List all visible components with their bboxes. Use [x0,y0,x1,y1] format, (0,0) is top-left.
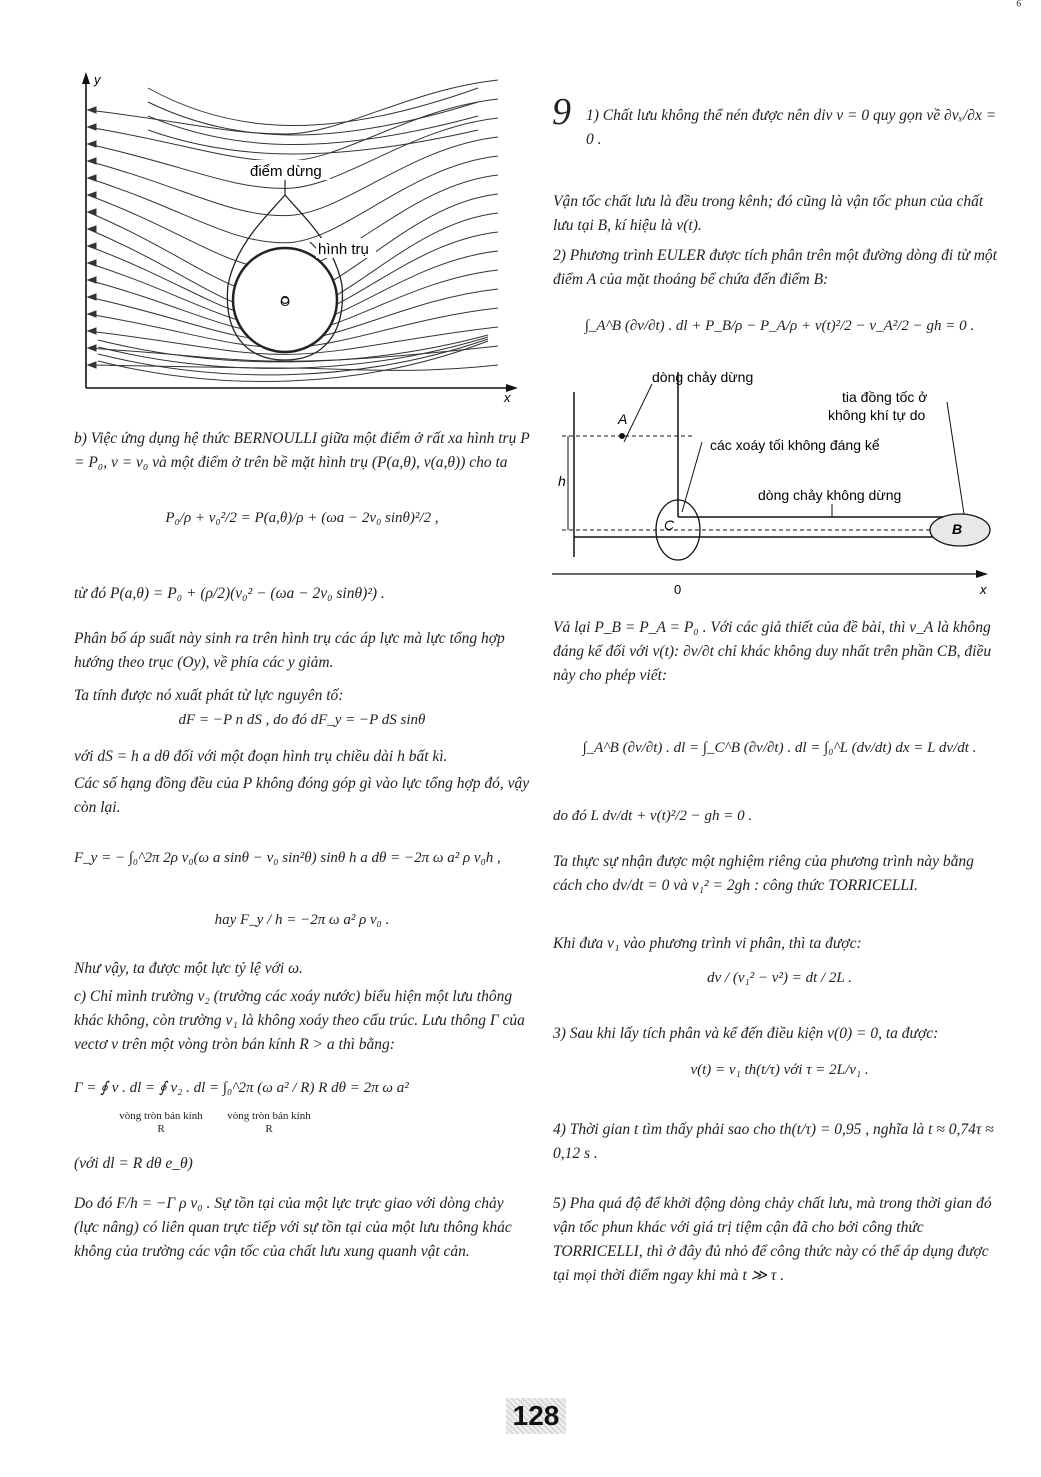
eq-Fy: F_y = − ∫₀^2π 2ρ v₀(ω a sinθ − v₀ sin²θ) sinθ h a dθ = −2π ω a² ρ v₀h , [74,850,501,866]
r-p8: 5) Pha quá độ để khởi động dòng chảy chất lưu, mà trong thời gian đó vận tốc phun khác với giá trị tiệm cận đã cho bởi công thức TORRICELLI, thì ở đây đủ nhỏ để công thức này có thể áp dụng được tại mọi thời điểm ngay khi mà t ≫ τ . [553,1195,992,1285]
fig2-x-arrow [976,570,988,578]
steady-pointer [624,384,652,442]
r-p1b: Vận tốc chất lưu là đều trong kênh; đó cũng là vận tốc phun của chất lưu tại B, kí hiệu là v(t). [553,193,984,235]
unsteady-label: dòng chảy không dừng [758,487,902,503]
b-intro: b) Việc ứng dụng hệ thức BERNOULLI giữa một điểm ở rất xa hình trụ P = P₀, v = v₀ và một điểm ở trên bề mặt hình trụ (P(a,θ), v(a,θ)) cho ta [74,430,530,472]
r-p3: Vả lại P_B = P_A = P₀ . Với các giả thiết của đề bài, thì v_A là không đáng kể đối với v(t): ∂v/∂t chỉ khác không duy nhất trên phần CB, điều này cho phép viết: [553,619,992,685]
cylinder-label: hình trụ [318,241,369,258]
streamline [148,88,478,126]
eq-pressure: từ đó P(a,θ) = P₀ + (ρ/2)(v₀² − (ωa − 2v₀ sinθ)²) . [74,585,385,602]
c-intro: c) Chỉ mình trường v₂ (trường các xoáy nước) biểu hiện một lưu thông khác không, còn trường v₁ là không xoáy theo cấu trúc. Lưu thông Γ của vectơ v trên một vòng tròn bán kính R > a thì bằng: [74,988,525,1054]
jet-label-2: không khí tự do [828,407,926,423]
streamline-arrow [88,243,96,249]
A-label: A [618,411,628,427]
r-p1: 1) Chất lưu không thể nén được nên div v = 0 quy gọn về ∂vₓ/∂x = 0 . [586,107,997,149]
page-number-box [506,1398,566,1434]
eq-ode: do đó L dv/dt + v(t)²/2 − gh = 0 . [553,808,753,824]
streamline-arrow [88,107,96,113]
streamline [148,102,478,135]
steady-label: dòng chảy dừng [652,369,754,385]
origin-label: O [280,294,291,309]
C-label: C [664,517,675,533]
point-A [619,433,625,439]
B-label: B [952,521,963,537]
jet-pointer [947,402,964,514]
eq-sep: dv / (v₁² − v²) = dt / 2L . [707,970,852,986]
eq-dF: dF = −P n dS , do đó dF_y = −P dS sinθ [178,712,426,728]
streamline-arrow [88,277,96,283]
y-axis-arrow [82,72,90,84]
streamline-arrow [88,362,96,368]
page-number: 128 [512,1400,560,1431]
r-p7: 4) Thời gian t tìm thấy phải sao cho th(t/τ) = 0,95 , nghĩa là t ≈ 0,74τ ≈ 0,12 s . [553,1121,994,1163]
p-lift: Do đó F/h = −Γ ρ v₀ . Sự tồn tại của một lực trực giao với dòng chảy (lực nâng) có liên quan trực tiếp với sự tồn tại của một lưu thông khác không của trường các vận tốc của chất lưu xung quanh vật cản. [74,1195,512,1261]
y-axis-label: y [94,72,101,87]
eq-dl: (với dl = R dθ e_θ) [74,1155,193,1172]
stagnation-label: điểm dừng [250,163,322,180]
streamline-arrow [88,260,96,266]
x-axis-label: x [504,390,511,405]
eq-Fy-h: hay F_y / h = −2π ω a² ρ v₀ . [214,912,390,928]
fig2-x-label: x [980,582,987,597]
streamline-arrow [88,192,96,198]
p-constant: Các số hạng đồng đều của P không đóng góp gì vào lực tổng hợp đó, vậy còn lại. [74,775,530,817]
streamline-arrow [88,124,96,130]
p-proportional: Như vậy, ta được một lực tỷ lệ với ω. [74,960,303,977]
streamline [148,130,478,154]
streamline-arrow [88,175,96,181]
eq-gamma: Γ = ∮ v . dl = ∮ v₂ . dl = ∫₀^2π (ω a² / R) R dθ = 2π ω a² [74,1080,409,1096]
streamline-arrow [88,141,96,147]
streamline-arrow [88,328,96,334]
r-p4: Ta thực sự nhận được một nghiệm riêng của phương trình này bằng cách cho dv/dt = 0 và v₁² = 2gh : công thức TORRICELLI. [553,853,974,895]
jet-label-1: tia đồng tốc ở [842,389,928,405]
eq-euler: ∫_A^B (∂v/∂t) . dl + P_B/ρ − P_A/ρ + v(t)²/2 − v_A²/2 − gh = 0 . [584,318,975,334]
streamline-arrow [88,158,96,164]
p-dS: với dS = h a dθ đối với một đoạn hình trụ chiều dài h bất kì. [74,748,448,765]
p-distribution: Phân bố áp suất này sinh ra trên hình trụ các áp lực mà lực tổng hợp hướng theo trục (Oy), về phía các y giảm. [74,630,505,672]
streamline-figure [78,70,523,410]
eq-bernoulli: P₀/ρ + v₀²/2 = P(a,θ)/ρ + (ωa − 2v₀ sinθ)²/2 , [165,510,439,526]
vortex-pointer [682,442,702,512]
h-label: h [558,473,566,489]
r-p6: 3) Sau khi lấy tích phân và kể đến điều kiện v(0) = 0, ta được: [553,1025,939,1042]
exercise-number: 9 [552,91,571,133]
streamline-arrow [88,311,96,317]
streamline-arrow [88,294,96,300]
vortex-label: các xoáy tối không đáng kể [710,437,880,453]
streamline-arrow [88,345,96,351]
p-compute: Ta tính được nó xuất phát từ lực nguyên tố: [74,687,344,704]
r-p2: 2) Phương trình EULER được tích phân trên một đường dòng đi từ một điểm A của mặt thoáng bể chứa đến điểm B: [553,247,997,289]
gamma-sub-2: vòng tròn bán kính R [227,1110,311,1136]
fig2-origin: 0 [674,582,682,597]
gamma-sub-1: vòng tròn bán kính R [119,1110,203,1136]
eq-int: ∫_A^B (∂v/∂t) . dl = ∫_C^B (∂v/∂t) . dl = ∫₀^L (dv/dt) dx = L dv/dt . [582,740,977,756]
corner-mark: ⁶ [1016,0,1022,15]
r-p5: Khi đưa v₁ vào phương trình vi phân, thì ta được: [553,935,862,952]
channel-figure [552,362,1002,602]
eq-sol: v(t) = v₁ th(t/τ) với τ = 2L/v₁ . [690,1062,869,1078]
